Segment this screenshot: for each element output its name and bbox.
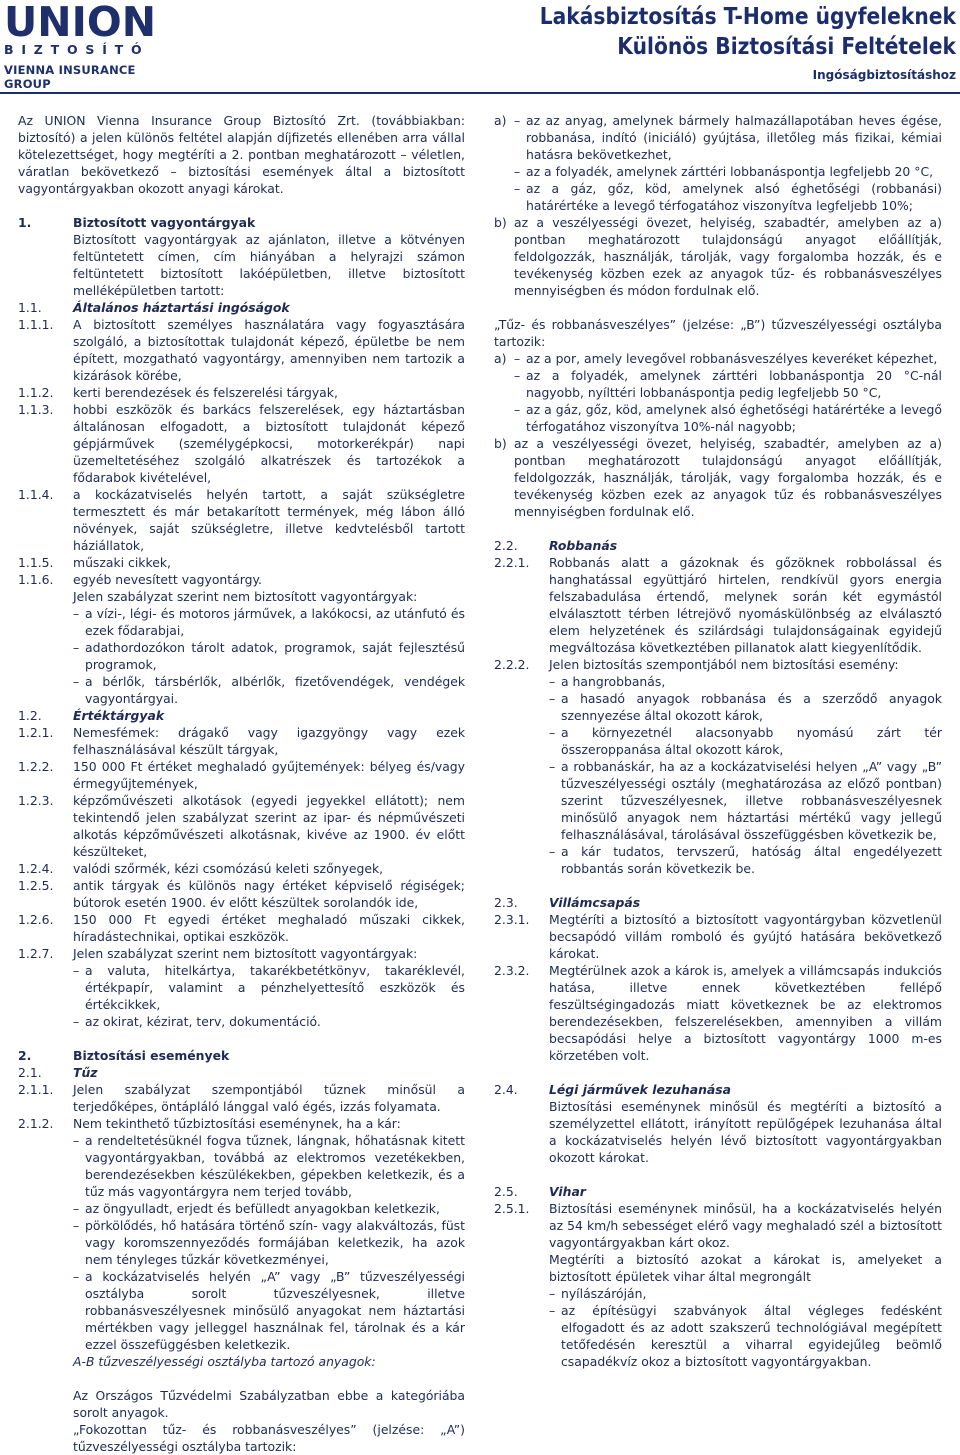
- clause-1-1-2: 1.1.2. kerti berendezések és felszerelési tárgyak,: [18, 385, 338, 400]
- list-item: – az a gáz, gőz, köd, amelynek alsó éghetőségi határértéke a levegő térfogatához viszonyítva 10%-nál nagyobb;: [514, 402, 942, 434]
- list-item: – a rendeltetésüknél fogva tűznek, lángnak, hőhatásnak kitett vagyontárgyakban, továbbá az elektromos vezetékekben, berendezésekben készülékekben, gépekben keletkezik, és a tűz más vagyontárgyra nem terjed tovább,: [73, 1133, 465, 1199]
- document-subtitle: Ingóságbiztosításhoz: [812, 68, 956, 82]
- clause-1-2-1: 1.2.1. Nemesfémek: drágakő vagy igazgyöngy vagy ezek felhasználásával készült tárgyak,: [18, 725, 465, 757]
- class-b-item-b: b) az a veszélyességi övezet, helyiség, szabadtér, amelyben az a) pontban meghatározott tulajdonságú anyagot előállítják, feldolgozzák, használják, tárolják, vagy forgalomba hozzák, és e tevékenység közben ezek az anyagok tűz és robbanásveszélyes mennyiségben fordulnak elő.: [494, 436, 942, 519]
- ab-class-note: A-B tűzveszélyességi osztályba tartozó anyagok:: [73, 1354, 376, 1369]
- clause-2-3-1: 2.3.1. Megtéríti a biztosító a biztosított vagyontárgyban közvetlenül becsapódó villám romboló és gyújtó hatására bekövetkező károkat.: [494, 912, 942, 961]
- list-item: – az okirat, kézirat, terv, dokumentáció.: [73, 1014, 321, 1029]
- title-line-2: Különös Biztosítási Feltételek: [617, 34, 956, 60]
- union-logo: [4, 0, 180, 91]
- logo-vig-text: VIENNA INSURANCE GROUP: [4, 63, 136, 91]
- clause-2-1-1: 2.1.1. Jelen szabályzat szempontjából tűznek minősül a terjedőképes, öntápláló lánggal való égés, izzás folyamata.: [18, 1082, 465, 1114]
- osz-note: Az Országos Tűzvédelmi Szabályzatban ebbe a kategóriába sorolt anyagok.: [73, 1388, 465, 1420]
- clause-2-2-1: 2.2.1. Robbanás alatt a gázoknak és gőzöknek robbolással és hanghatással együttjáró hirtelen, rendkívül gyors energia felszabadulása értendő, melynek során két egymástól elválasztott térben létrejövő nyomáskülönbség az elválasztó elem helyzetének és szilárdsági tulajdonságainak egyidejű megváltozása következtében pillanatok alatt kiegyenlítődik.: [494, 555, 942, 655]
- clause-1-2-3: 1.2.3. képzőművészeti alkotások (egyedi jegyekkel ellátott); nem tekintendő jelen szabályzat szerint az ipar- és népművészeti alkotás képzőművészeti alkotásnak, kivéve az 1900. év előtt készülteket,: [18, 793, 465, 859]
- list-item: – a kár tudatos, tervszerű, hatóság által engedélyezett robbantás során következik be.: [549, 844, 942, 876]
- list-item: – a környezetnél alacsonyabb nyomású zárt tér összeroppanása által okozott károk,: [549, 725, 942, 757]
- intro-paragraph: Az UNION Vienna Insurance Group Biztosító Zrt. (továbbiakban: biztosító) a jelen különös feltétel alapján díjfizetés ellenében arra vállal kötelezettséget, hogy megtéríti a 2. pontban meghatározott – véletlen, váratlan bekövetkező – biztosítási események által a biztosított vagyontárgyakban okozott anyagi károkat.: [18, 113, 465, 196]
- section-2-heading: 2. Biztosítási események: [18, 1048, 230, 1063]
- clause-1-1-5: 1.1.5. műszaki cikkek,: [18, 555, 171, 570]
- clause-2-5-1: 2.5.1. Biztosítási eseménynek minősül, ha a kockázatviselés helyén az 54 km/h sebességet elérő vagy meghaladó szél a biztosított vagyontárgyakban kárt okoz. Megtéríti a biztosító azokat a károkat is, amelyeket a biztosított épületek vihar által megrongált – nyílászáróján, – az építésügyi szabványok által végleges fedésként elfogadott és az adott szakszerű technológiával megépített tetőfedésén keresztül a viharral egyidejűleg beömlő csapadékvíz okoz a biztosított vagyontárgyakban.: [494, 1201, 942, 1369]
- list-item: – a robbanáskár, ha az a kockázatviselési helyen „A” vagy „B” tűzveszélyességi osztály (meghatározása az előző pontban) szerint tűzveszélyesnek, illetve robbanásveszélyesnek minősülő anyagok nem háztartási mértékű vagy jellegű felhasználásával, tárolásával összefüggésben következik be,: [549, 759, 942, 842]
- section-1-1-heading: 1.1. Általános háztartási ingóságok: [18, 300, 290, 315]
- clause-1-2-2: 1.2.2. 150 000 Ft értéket meghaladó gyűjtemények: bélyeg és/vagy érmegyűjtemények,: [18, 759, 465, 791]
- section-2-1-heading: 2.1. Tűz: [18, 1065, 98, 1080]
- list-item: – pörkölődés, hő hatására történő szín- vagy alakváltozás, füst vagy koromszennyeződés formájában keletkezik, ha azok nem tényleges tűzkár következményei,: [73, 1218, 465, 1267]
- clause-1-1-1: 1.1.1. A biztosított személyes használatára vagy fogyasztására szolgáló, a biztosítottak tulajdonát képező, épületbe be nem épített, mozgatható vagyontárgy, amennyiben nem tartozik a kizárások körébe,: [18, 317, 465, 383]
- clause-1-1-3: 1.1.3. hobbi eszközök és barkács felszerelések, egy háztartásban általánosan elfogadott, a biztosított tulajdonát képező gépjárművek (személygépkocsi, motorkerékpár) napi üzemeltetéséhez szolgáló alkatrészek és tartozékok a fődarabok kivételével,: [18, 402, 465, 485]
- clause-1-1-6-exclusions: Jelen szabályzat szerint nem biztosított vagyontárgyak: – a vízi-, légi- és motoros járművek, a lakókocsi, az utánfutó és ezek fődarabjai, – adathordozókon tárolt adatok, programok, saját fejlesztésű programok, – a bérlők, társbérlők, albérlők, fizetővendégek, vendégek vagyontárgyai.: [73, 589, 465, 706]
- clause-1-2-6: 1.2.6. 150 000 Ft egyedi értéket meghaladó műszaki cikkek, híradástechnikai, optikai eszközök.: [18, 912, 465, 944]
- clause-1-2-4: 1.2.4. valódi szőrmék, kézi csomózású keleti szőnyegek,: [18, 861, 384, 876]
- section-2-5-heading: 2.5. Vihar: [494, 1184, 586, 1199]
- list-item: – nyílászáróján,: [549, 1286, 647, 1301]
- class-a-item-a: a) – az az anyag, amelynek bármely halmazállapotában heves égése, robbanása, indító (iniciáló) gyújtása, illetőleg más fizikai, kémiai hatásra bekövetkezhet, – az a folyadék, amelynek zárttéri lobbanáspontja legfeljebb 20 °C, – az a gáz, gőz, köd, amelynek alsó éghetőségi (robbanási) határértéke a levegő térfogatához viszonyítva legfeljebb 10%;: [494, 113, 942, 213]
- class-a-item-b: b) az a veszélyességi övezet, helyiség, szabadtér, amelyben az a) pontban meghatározott tulajdonságú anyagot előállítják, feldolgozzák, használják, tárolják, vagy forgalomba hozzák, és e tevékenység közben ezek az anyagok tűz- és robbanásveszélyes mennyiségben és módon fordulnak elő.: [494, 215, 942, 298]
- clause-2-2-2: 2.2.2. Jelen biztosítás szempontjából nem biztosítási esemény: – a hangrobbanás, – a hasadó anyagok robbanása és a szerződő anyagok szennyezése által okozott károk, – a környezetnél alacsonyabb nyomású zárt tér összeroppanása által okozott károk, – a robbanáskár, ha az a kockázatviselési helyen „A” vagy „B” tűzveszélyességi osztály (meghatározása az előző pontban) szerint tűzveszélyesnek, illetve robbanásveszélyesnek minősülő anyagok nem háztartási mértékű vagy jellegű felhasználásával, tárolásával összefüggésben következik be, – a kár tudatos, tervszerű, hatóság által engedélyezett robbantás során következik be.: [494, 657, 942, 876]
- section-2-4-text: Biztosítási eseménynek minősül és megtéríti a biztosító a személyzettel ellátott, irányított repülőgépek lezuhanása által a kockázatviselés helyén lévő biztosított vagyontárgyakban okozott károkat.: [549, 1099, 942, 1165]
- list-item: – az építésügyi szabványok által végleges fedésként elfogadott és az adott szakszerű technológiával megépített tetőfedésén keresztül a viharral egyidejűleg beömlő csapadékvíz okoz a biztosított vagyontárgyakban.: [549, 1303, 942, 1369]
- header-divider: [0, 92, 960, 94]
- list-item: – a valuta, hitelkártya, takarékbetétkönyv, takaréklevél, értékpapír, valamint a pénzhelyettesítő eszközök és értékcikkek,: [73, 963, 465, 1012]
- list-item: – az a gáz, gőz, köd, amelynek alsó éghetőségi (robbanási) határértéke a levegő térfogatához viszonyítva legfeljebb 10%;: [514, 181, 942, 213]
- list-item: – a vízi-, légi- és motoros járművek, a lakókocsi, az utánfutó és ezek fődarabjai,: [73, 606, 465, 638]
- list-item: – az a por, amely levegővel robbanásveszélyes keveréket képezhet,: [514, 351, 938, 366]
- list-item: – adathordozókon tárolt adatok, programok, saját fejlesztésű programok,: [73, 640, 465, 672]
- logo-biztosito-text: BIZTOSÍTÓ: [4, 42, 150, 57]
- clause-2-3-2: 2.3.2. Megtérülnek azok a károk is, amelyek a villámcsapás indukciós hatása, illetve ennek következtében fellépő feszültségingadozás miatt következnek be az elektromos berendezésekben, felszerelésekben, amennyiben a villám becsapódási helye a biztosított vagyontárgy 1000 m-es körzetében volt.: [494, 963, 942, 1063]
- clause-1-2-5: 1.2.5. antik tárgyak és különös nagy értéket képviselő régiségek; bútorok esetén 1900. év előtt készültek sorolandók ide,: [18, 878, 465, 910]
- right-column: [494, 112, 942, 1370]
- section-1-text: Biztosított vagyontárgyak az ajánlaton, illetve a kötvényen feltüntetett címen, cím hiányában a helyrajzi számon feltüntetett biztosított lakóépületben, illetve biztosított melléképületben tartott:: [73, 232, 465, 298]
- section-2-4-heading: 2.4. Légi járművek lezuhanása: [494, 1082, 731, 1097]
- section-2-3-heading: 2.3. Villámcsapás: [494, 895, 641, 910]
- list-item: – a hasadó anyagok robbanása és a szerződő anyagok szennyezése által okozott károk,: [549, 691, 942, 723]
- document-title: [483, 2, 956, 82]
- class-a-note: „Fokozottan tűz- és robbanásveszélyes” (jelzése: „A”) tűzveszélyességi osztályba tartozik:: [73, 1422, 465, 1454]
- list-item: – a kockázatviselés helyén „A” vagy „B” tűzveszélyességi osztályba sorolt tűzveszélyesnek, illetve robbanásveszélyesnek minősülő anyagokat nem háztartási mértékben vagy jelleggel használnak fel, tárolnak és a kár ezzel összefüggésben keletkezik.: [73, 1269, 465, 1352]
- list-item: – a hangrobbanás,: [549, 674, 666, 689]
- list-item: – az öngyulladt, erjedt és befülledt anyagokban keletkezik,: [73, 1201, 440, 1216]
- section-2-2-heading: 2.2. Robbanás: [494, 538, 618, 553]
- class-b-item-a: a) – az a por, amely levegővel robbanásveszélyes keveréket képezhet, – az a folyadék, amelynek zárttéri lobbanáspontja 20 °C-nál nagyobb, nyílttéri lobbanáspontja pedig legfeljebb 50 °C, – az a gáz, gőz, köd, amelynek alsó éghetőségi határértéke a levegő térfogatához viszonyítva 10%-nál nagyobb;: [494, 351, 942, 434]
- list-item: – az a folyadék, amelynek zárttéri lobbanáspontja legfeljebb 20 °C,: [514, 164, 934, 179]
- list-item: – a bérlők, társbérlők, albérlők, fizetővendégek, vendégek vagyontárgyai.: [73, 674, 465, 706]
- list-item: – az az anyag, amelynek bármely halmazállapotában heves égése, robbanása, indító (iniciáló) gyújtása, illetőleg más fizikai, kémiai hatásra bekövetkezhet,: [514, 113, 942, 162]
- logo-union-text: UNION: [4, 0, 157, 46]
- clause-1-1-6: 1.1.6. egyéb nevesített vagyontárgy.: [18, 572, 262, 587]
- section-1-2-heading: 1.2. Értéktárgyak: [18, 708, 165, 723]
- clause-1-2-7: 1.2.7. Jelen szabályzat szerint nem biztosított vagyontárgyak: – a valuta, hitelkártya, takarékbetétkönyv, takaréklevél, értékpapír, valamint a pénzhelyettesítő eszközök és értékcikkek, – az okirat, kézirat, terv, dokumentáció.: [18, 946, 465, 1029]
- clause-1-1-4: 1.1.4. a kockázatviselés helyén tartott, a saját szükségletre termesztett és már betakarított termények, még lábon álló növények, saját szükségletre, illetve kedvtelésből tartott háziállatok,: [18, 487, 465, 553]
- section-1-heading: 1. Biztosított vagyontárgyak: [18, 215, 256, 230]
- title-line-1: Lakásbiztosítás T-Home ügyfeleknek: [539, 4, 956, 30]
- clause-2-1-2: 2.1.2. Nem tekinthető tűzbiztosítási eseménynek, ha a kár: – a rendeltetésüknél fogva tűznek, lángnak, hőhatásnak kitett vagyontárgyakban, továbbá az elektromos vezetékekben, berendezésekben készülékekben, gépekben keletkezik, és a tűz más vagyontárgyra nem terjed tovább, – az öngyulladt, erjedt és befülledt anyagokban keletkezik, – pörkölődés, hő hatására történő szín- vagy alakváltozás, füst vagy koromszennyeződés formájában keletkezik, ha azok nem tényleges tűzkár következményei, – a kockázatviselés helyén „A” vagy „B” tűzveszélyességi osztályba sorolt tűzveszélyesnek, illetve robbanásveszélyesnek minősülő anyagokat nem háztartási mértékben vagy jelleggel használnak fel, tárolnak és a kár ezzel összefüggésben keletkezik. A-B tűzveszélyességi osztályba tartozó anyagok: Az Országos Tűzvédelmi Szabályzatban ebbe a kategóriába sorolt anyagok. „Fokozottan tűz- és robbanásveszélyes” (jelzése: „A”) tűzveszélyességi osztályba tartozik:: [18, 1116, 465, 1454]
- left-column: [18, 112, 465, 1455]
- list-item: – az a folyadék, amelynek zárttéri lobbanáspontja 20 °C-nál nagyobb, nyílttéri lobbanáspontja pedig legfeljebb 50 °C,: [514, 368, 942, 400]
- class-b-note: „Tűz- és robbanásveszélyes” (jelzése: „B”) tűzveszélyességi osztályba tartozik:: [494, 317, 942, 349]
